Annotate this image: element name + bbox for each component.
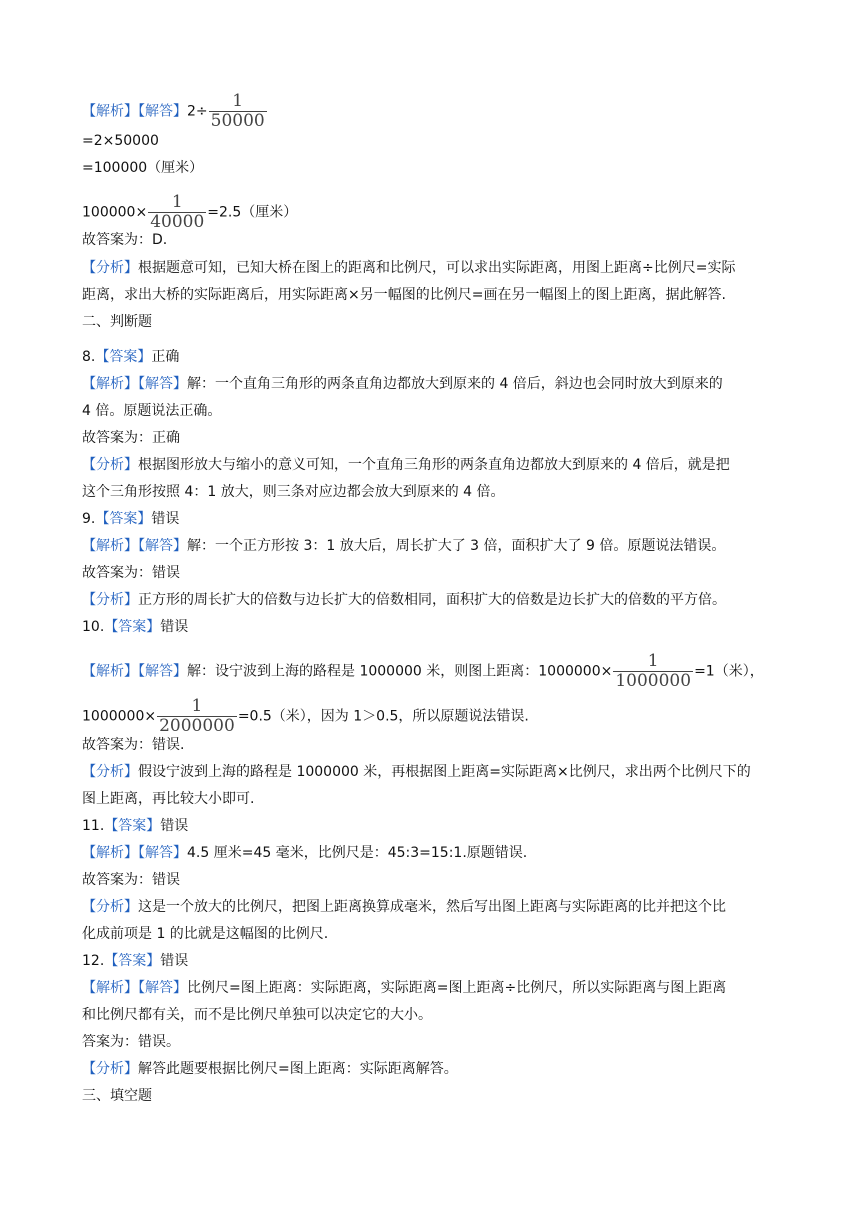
fraction-1-2000000: $\frac{1}{2000000}$ (159, 696, 235, 736)
q9-answer-line: 9.【答案】错误 (82, 511, 180, 527)
q9-analysis: 【分析】正方形的周长扩大的倍数与边长扩大的倍数相同，面积扩大的倍数是边长扩大的倍数的平方倍。 (82, 592, 726, 608)
q8-solution-line-2: 4 倍。原题说法正确。 (82, 403, 222, 419)
q8-solution-line-1: 【解析】【解答】解：一个直角三角形的两条直角边都放大到原来的 4 倍后，斜边也会同时放大到原来的 (82, 376, 723, 392)
q10-conclusion: 故答案为：错误. (82, 737, 185, 753)
fraction-1-50000: $\frac{1}{50000}$ (210, 91, 265, 131)
q9-conclusion: 故答案为：错误 (82, 565, 180, 581)
q8-analysis-line-1: 【分析】根据图形放大与缩小的意义可知，一个直角三角形的两条直角边都放大到原来的 4 倍后，就是把 (82, 457, 730, 473)
q12-answer-line: 12.【答案】错误 (82, 953, 189, 969)
q7-expr: 2÷ (187, 103, 208, 120)
q12-solution-line-2: 和比例尺都有关，而不是比例尺单独可以决定它的大小。 (82, 1007, 432, 1023)
q8-answer-line: 8.【答案】正确 (82, 349, 180, 365)
q12-solution-line-1: 【解析】【解答】比例尺=图上距离：实际距离，实际距离=图上距离÷比例尺，所以实际距离与图上距离 (82, 980, 727, 996)
q10-analysis-line-1: 【分析】假设宁波到上海的路程是 1000000 米，再根据图上距离=实际距离×比例尺，求出两个比例尺下的 (82, 764, 751, 780)
fraction-1-1000000: $\frac{1}{1000000}$ (615, 651, 692, 691)
section-heading-judgement: 二、判断题 (82, 314, 152, 330)
q10-analysis-line-2: 图上距离，再比较大小即可. (82, 791, 255, 807)
section-heading-fill-in: 三、填空题 (82, 1088, 152, 1104)
fenxi-tag: 【分析】 (82, 260, 138, 276)
q10-answer-line: 10.【答案】错误 (82, 619, 189, 635)
q11-conclusion: 故答案为：错误 (82, 872, 180, 888)
q7-solution-line-3: =100000（厘米） (82, 160, 204, 176)
jiexi-tag: 【解析】 (82, 103, 138, 120)
q7-analysis-line-2: 距离，求出大桥的实际距离后，用实际距离×另一幅图的比例尺=画在另一幅图上的图上距离，据此解答. (82, 287, 726, 303)
q11-analysis-line-2: 化成前项是 1 的比就是这幅图的比例尺. (82, 926, 329, 942)
q8-analysis-line-2: 这个三角形按照 4：1 放大，则三条对应边都会放大到原来的 4 倍。 (82, 484, 505, 500)
q11-analysis-line-1: 【分析】这是一个放大的比例尺，把图上距离换算成毫米，然后写出图上距离与实际距离的比并把这个比 (82, 899, 726, 915)
q12-conclusion: 答案为：错误。 (82, 1034, 180, 1050)
q9-solution-line: 【解析】【解答】解：一个正方形按 3：1 放大后，周长扩大了 3 倍，面积扩大了 9 倍。原题说法错误。 (82, 538, 726, 554)
fraction-1-40000: $\frac{1}{40000}$ (150, 192, 205, 232)
daan-tag: 【答案】 (95, 349, 152, 365)
q7-solution-line-1 (82, 93, 268, 130)
q7-analysis-line-1: 【分析】根据题意可知，已知大桥在图上的距离和比例尺，可以求出实际距离，用图上距离÷比例尺=实际 (82, 260, 736, 276)
q10-solution-line-1: 【解析】【解答】解：设宁波到上海的路程是 1000000 米，则图上距离：1000000× $\frac{1}{1000000}$ =1（米）， (82, 651, 764, 691)
jieda-tag: 【解答】 (138, 103, 187, 120)
q7-conclusion: 故答案为：D. (82, 232, 168, 248)
q12-analysis: 【分析】解答此题要根据比例尺=图上距离：实际距离解答。 (82, 1061, 458, 1077)
q8-conclusion: 故答案为：正确 (82, 430, 180, 446)
q10-solution-line-2: 1000000× $\frac{1}{2000000}$ =0.5（米），因为 1＞0.5，所以原题说法错误. (82, 696, 529, 736)
q7-solution-line-2: =2×50000 (82, 133, 159, 149)
q11-solution-line: 【解析】【解答】4.5 厘米=45 毫米，比例尺是：45:3=15:1.原题错误. (82, 845, 528, 861)
q7-solution-line-4: 100000× $\frac{1}{40000}$ =2.5（厘米） (82, 192, 298, 232)
q11-answer-line: 11.【答案】错误 (82, 818, 189, 834)
